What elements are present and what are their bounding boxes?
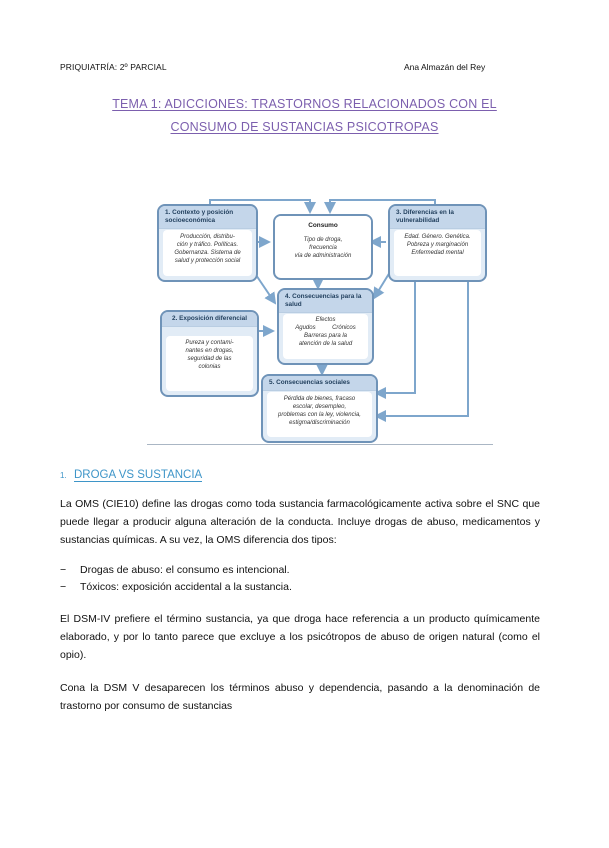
document-header-right: Ana Almazán del Rey bbox=[404, 62, 486, 72]
section-number: 1. bbox=[60, 471, 67, 480]
box-consumption-line: Tipo de droga, bbox=[303, 237, 343, 243]
arrow-box3-box5 bbox=[376, 278, 415, 393]
diagram-box-vulnerability bbox=[388, 204, 487, 282]
bullet-text: Tóxicos: exposición accidental a la sustancia. bbox=[80, 581, 292, 593]
box-health-line: Barreras para la bbox=[303, 333, 348, 339]
box-social-line: estigma/discriminación bbox=[289, 420, 350, 426]
box-health-effects: Efectos bbox=[315, 317, 336, 323]
box-social-line: problemas con la ley, violencia, bbox=[278, 412, 361, 418]
list-item: − Drogas de abuso: el consumo es intencional. bbox=[60, 564, 290, 576]
box-exposure-line: seguridad de las bbox=[187, 356, 232, 362]
box-health-acute: Agudos bbox=[295, 325, 316, 331]
box-context-line: Gobernanza. Sistema de bbox=[174, 250, 241, 256]
box-social-line: Pérdida de bienes, fracaso bbox=[283, 396, 356, 402]
box-health-title: 4. Consecuencias para la salud bbox=[279, 290, 372, 313]
diagram-box-exposure bbox=[160, 310, 259, 397]
title-line-1: TEMA 1: ADICCIONES: TRASTORNOS RELACIONADOS CON EL bbox=[112, 97, 497, 111]
box-exposure-line: nantes en drogas, bbox=[185, 348, 234, 354]
box-consumption-line: frecuencia bbox=[309, 245, 337, 251]
section-divider bbox=[147, 444, 493, 445]
diagram-box-health bbox=[277, 288, 374, 365]
diagram-box-context bbox=[157, 204, 258, 282]
section-heading-text: DROGA VS SUSTANCIA bbox=[74, 469, 203, 481]
diagram-box-consumption bbox=[273, 214, 373, 280]
paragraph-dsm-iv: El DSM-IV prefiere el término sustancia, ya que droga hace referencia a un producto químicamente elaborado, y por lo tanto parece que excluye a los psicótropos de abuso de origen natural (como el opio). bbox=[60, 613, 540, 661]
diagram-box-social bbox=[261, 374, 378, 443]
box-exposure-line: Pureza y contami- bbox=[185, 340, 234, 346]
bullet-list bbox=[60, 562, 292, 596]
paragraph-oms: La OMS (CIE10) define las drogas como toda sustancia farmacológicamente activa sobre el SNC que puede llegar a producir alguna alteración de la conducta. Incluye drogas de abuso, medicamentos y sustancias químicas. A su vez, la OMS diferencia dos tipos: bbox=[60, 498, 540, 546]
box-vulnerability-line: Enfermedad mental bbox=[411, 250, 464, 256]
box-context-line: ción y tráfico. Políticas. bbox=[176, 242, 239, 248]
box-exposure-line: colonias bbox=[198, 364, 221, 370]
list-item: − Tóxicos: exposición accidental a la sustancia. bbox=[60, 581, 292, 593]
box-context-line: salud y protección social bbox=[174, 258, 241, 264]
box-social-title: 5. Consecuencias sociales bbox=[263, 376, 376, 391]
box-context-line: Producción, distribu- bbox=[180, 234, 235, 240]
section-heading bbox=[60, 469, 202, 481]
box-vulnerability-title: 3. Diferencias en la vulnerabilidad bbox=[390, 206, 485, 229]
title-line-2: CONSUMO DE SUSTANCIAS PSICOTROPAS bbox=[170, 120, 439, 134]
paragraph-dsm-v: Cona la DSM V desaparecen los términos abuso y dependencia, pasando a la denominación de trastorno por consumo de sustancias bbox=[60, 682, 540, 712]
box-vulnerability-line: Pobreza y marginación bbox=[406, 242, 469, 248]
box-health-line: atención de la salud bbox=[298, 341, 353, 347]
box-vulnerability-line: Edad. Género. Genética. bbox=[404, 234, 471, 240]
box-consumption-title: Consumo bbox=[275, 216, 371, 233]
addiction-framework-diagram bbox=[150, 198, 495, 446]
box-consumption-line: vía de administración bbox=[294, 253, 352, 259]
box-exposure-title: 2. Exposición diferencial bbox=[162, 312, 257, 327]
box-health-chronic: Crónicos bbox=[332, 325, 356, 331]
bullet-text: Drogas de abuso: el consumo es intencional. bbox=[80, 564, 290, 576]
box-context-title: 1. Contexto y posición socioeconómica bbox=[159, 206, 256, 229]
arrow-right-box5 bbox=[376, 274, 468, 416]
document-header-left: PRIQUIATRÍA: 2º PARCIAL bbox=[60, 62, 167, 72]
box-social-line: escolar, desempleo, bbox=[292, 404, 347, 410]
